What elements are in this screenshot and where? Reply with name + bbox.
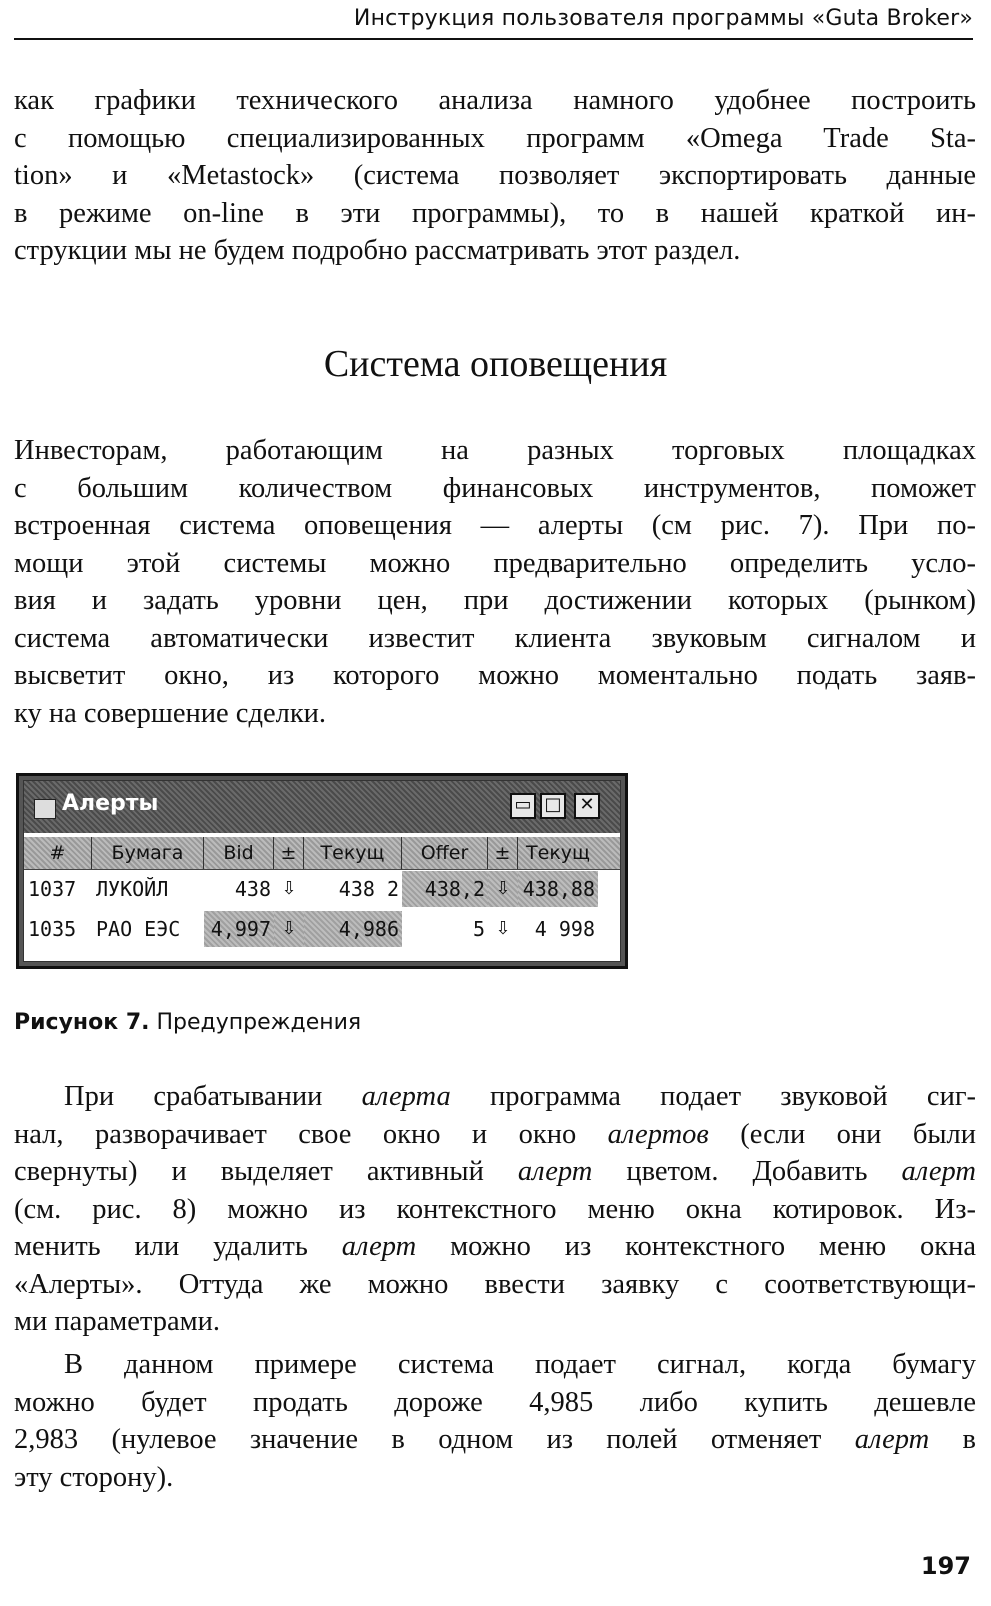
alert-cell-security: РАО ЕЭС bbox=[96, 917, 181, 941]
body-paragraph-3 bbox=[14, 1346, 976, 1496]
text-segment: в bbox=[929, 1424, 976, 1455]
alert-cell-offer-dir: ⇩ bbox=[495, 918, 511, 939]
alert-cell-offer-cur: 438,88 bbox=[518, 871, 598, 907]
alert-cell-bid-dir: ⇩ bbox=[274, 911, 304, 947]
alert-cell-num: 1035 bbox=[28, 917, 77, 941]
column-header-offer[interactable]: Offer bbox=[402, 837, 488, 869]
text-segment: можно из контекстного меню окна bbox=[416, 1231, 977, 1262]
emphasis-term: алерт bbox=[341, 1231, 417, 1262]
alerts-window bbox=[16, 773, 628, 969]
figure-caption bbox=[14, 1010, 361, 1035]
text-line bbox=[14, 1346, 976, 1384]
alerts-titlebar[interactable] bbox=[24, 781, 620, 833]
text-segment: можно будет продать дороже 4,985 либо купить дешевле bbox=[14, 1386, 976, 1418]
maximize-button[interactable]: □ bbox=[540, 793, 566, 819]
emphasis-term: алертов bbox=[607, 1118, 709, 1150]
column-header-security[interactable]: Бумага bbox=[92, 837, 204, 869]
text-line: встроенная система оповещения — алерты (см рис. 7). При по- bbox=[14, 510, 976, 541]
alert-row[interactable] bbox=[24, 911, 620, 947]
text-line bbox=[14, 1191, 976, 1229]
alert-cell-security: ЛУКОЙЛ bbox=[96, 877, 169, 901]
caption-label: Рисунок 7. bbox=[14, 1010, 150, 1035]
text-line bbox=[14, 1153, 976, 1191]
alert-cell-bid-dir: ⇩ bbox=[281, 878, 297, 899]
section-title: Система оповещения bbox=[323, 343, 668, 385]
page-number: 197 bbox=[920, 1552, 971, 1580]
text-line: вия и задать уровни цен, при достижении которых (рынком) bbox=[14, 585, 976, 616]
text-line: tion» и «Metastock» (система позволяет экспортировать данные bbox=[14, 160, 976, 191]
column-header-bid-current[interactable]: Текущ bbox=[304, 837, 402, 869]
text-segment: В данном примере система подает сигнал, когда бумагу bbox=[64, 1349, 976, 1380]
close-button[interactable]: ✕ bbox=[574, 793, 600, 819]
text-line: в режиме on-line в эти программы), то в нашей краткой ин- bbox=[14, 197, 976, 229]
text-line: мощи этой системы можно предварительно определить усло- bbox=[14, 547, 976, 579]
text-line: ку на совершение сделки. bbox=[14, 697, 327, 729]
text-line bbox=[14, 1421, 976, 1459]
running-head: Инструкция пользователя программы «Guta Broker» bbox=[14, 2, 973, 40]
window-app-icon bbox=[34, 799, 56, 819]
text-segment: При срабатывании bbox=[64, 1081, 362, 1112]
alerts-window-title: Алерты bbox=[62, 791, 159, 816]
text-segment: программа подает звуковой сиг- bbox=[450, 1081, 977, 1112]
alert-cell-offer: 438,2 bbox=[402, 871, 488, 907]
minimize-button[interactable]: ▭ bbox=[510, 793, 536, 819]
alert-cell-num: 1037 bbox=[28, 877, 77, 901]
text-segment: менить или удалить bbox=[14, 1231, 342, 1262]
text-line bbox=[14, 1266, 976, 1304]
text-segment: нал, разворачивает свое окно и окно bbox=[14, 1118, 608, 1150]
text-line bbox=[14, 1303, 976, 1341]
caption-text: Предупреждения bbox=[156, 1010, 362, 1035]
text-segment: цветом. Добавить bbox=[592, 1156, 902, 1187]
section-paragraph bbox=[14, 432, 976, 732]
alert-cell-offer-cur: 4 998 bbox=[534, 917, 595, 941]
alert-cell-bid-cur: 438 2 bbox=[338, 877, 399, 901]
text-segment: (см. рис. 8) можно из контекстного меню окна котировок. Из- bbox=[14, 1193, 976, 1225]
text-segment: свернуты) и выделяет активный bbox=[14, 1156, 518, 1187]
text-line bbox=[14, 1459, 976, 1497]
column-header-offer-change[interactable]: ± bbox=[488, 837, 518, 869]
alert-cell-bid-cur: 4,986 bbox=[304, 911, 402, 947]
text-line bbox=[14, 1384, 976, 1422]
emphasis-term: алерт bbox=[901, 1156, 976, 1187]
column-header-bid-change[interactable]: ± bbox=[274, 837, 304, 869]
column-header-number[interactable]: # bbox=[24, 837, 92, 869]
alerts-table-header bbox=[24, 837, 620, 870]
emphasis-term: алерта bbox=[361, 1081, 451, 1112]
text-line bbox=[14, 1116, 976, 1154]
text-line: как графики технического анализа намного удобнее построить bbox=[14, 85, 976, 116]
text-segment: ми параметрами. bbox=[14, 1306, 221, 1337]
text-segment: эту сторону). bbox=[14, 1461, 174, 1493]
alert-row[interactable] bbox=[24, 871, 620, 907]
alert-cell-offer: 5 bbox=[472, 917, 485, 941]
text-line: с помощью специализированных программ «Omega Trade Sta- bbox=[14, 122, 976, 154]
emphasis-term: алерт bbox=[854, 1424, 930, 1455]
text-segment: 2,983 (нулевое значение в одном из полей отменяет bbox=[14, 1424, 855, 1455]
alert-cell-bid: 438 bbox=[234, 877, 271, 901]
column-header-offer-current[interactable]: Текущ bbox=[526, 842, 590, 864]
text-line bbox=[14, 1078, 976, 1116]
text-line: Инвесторам, работающим на разных торговых площадках bbox=[14, 435, 976, 466]
text-segment: «Алерты». Оттуда же можно ввести заявку с соответствующи- bbox=[14, 1268, 976, 1300]
emphasis-term: алерт bbox=[517, 1156, 593, 1187]
text-segment: (если они были bbox=[708, 1118, 976, 1150]
text-line: струкции мы не будем подробно рассматривать этот раздел. bbox=[14, 235, 741, 266]
intro-paragraph bbox=[14, 82, 976, 270]
alert-cell-offer-dir: ⇩ bbox=[488, 871, 518, 907]
text-line: с большим количеством финансовых инструментов, поможет bbox=[14, 472, 976, 504]
column-header-bid[interactable]: Bid bbox=[204, 837, 274, 869]
text-line: высветит окно, из которого можно моментально подать заяв- bbox=[14, 660, 976, 691]
text-line: система автоматически известит клиента звуковым сигналом и bbox=[14, 622, 976, 654]
text-line bbox=[14, 1228, 976, 1266]
body-paragraph-2 bbox=[14, 1078, 976, 1341]
alert-cell-bid: 4,997 bbox=[204, 911, 274, 947]
